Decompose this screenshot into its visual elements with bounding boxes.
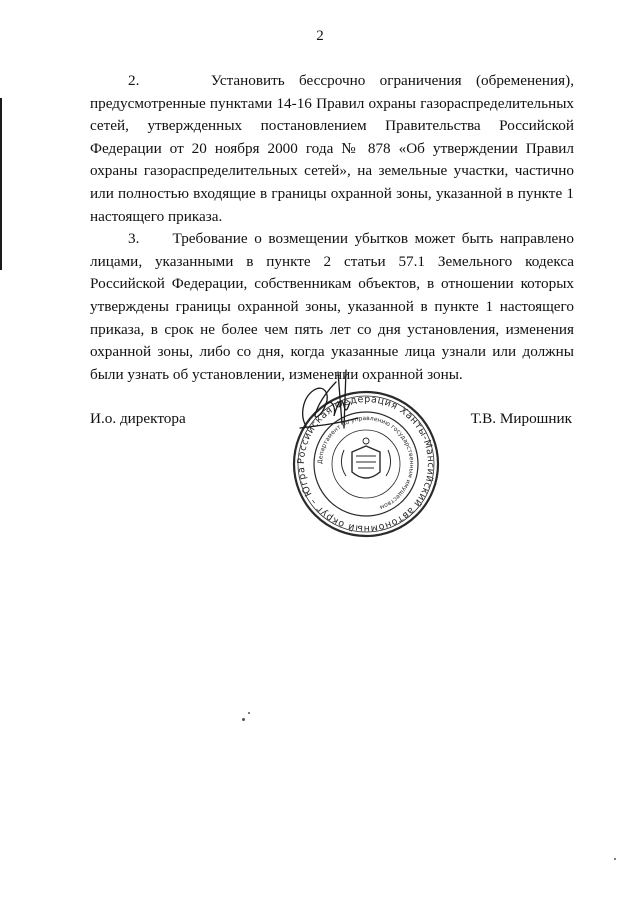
- page-number: 2: [316, 28, 324, 44]
- signatory-position: И.о. директора: [90, 410, 186, 427]
- scan-artifact: [248, 712, 250, 714]
- official-seal-stamp-icon: [286, 368, 446, 543]
- svg-text:Российская Федерация Ханты-Ман: [296, 394, 436, 534]
- scan-edge-line: [0, 98, 2, 270]
- scan-artifact: [242, 718, 245, 721]
- paragraph-item-3: 3. Требование о возмещении убытков может быть направлено лицами, указанными в пункте 2 статьи 57.1 Земельного кодекса Российской Федерации, собственникам объектов, в отношении которых утверждены границы охранной зоны, указанной в пункте 1 настоящего приказа, в срок не более чем пять лет со дня установления, изменения охранной зоны, либо со дня, когда указанные лица узнали или должны были узнать об установлении, изменении охранной зоны.: [90, 230, 574, 383]
- stamp-ring-text: Российская Федерация Ханты-Мансийский автономный округ – Югра: [295, 393, 437, 535]
- signatory-name: Т.В. Мирошник: [470, 410, 572, 427]
- stamp-inner-text: Департамент по управлению государственным имуществом: [316, 414, 416, 511]
- document-body: [90, 70, 574, 386]
- paragraph-item-2: 2. Установить бессрочно ограничения (обременения), предусмотренные пунктами 14-16 Правил охраны газораспределительных сетей, утвержденных постановлением Правительства Российской Федерации от 20 ноября 2000 года № 878 «Об утверждении Правил охраны газораспределительных сетей», на земельные участки, частично или полностью входящие в границы охранной зоны, указанной в пункте 1 настоящего приказа.: [90, 72, 574, 225]
- scan-artifact: [614, 858, 616, 860]
- stamp-emblem-icon: [341, 438, 390, 478]
